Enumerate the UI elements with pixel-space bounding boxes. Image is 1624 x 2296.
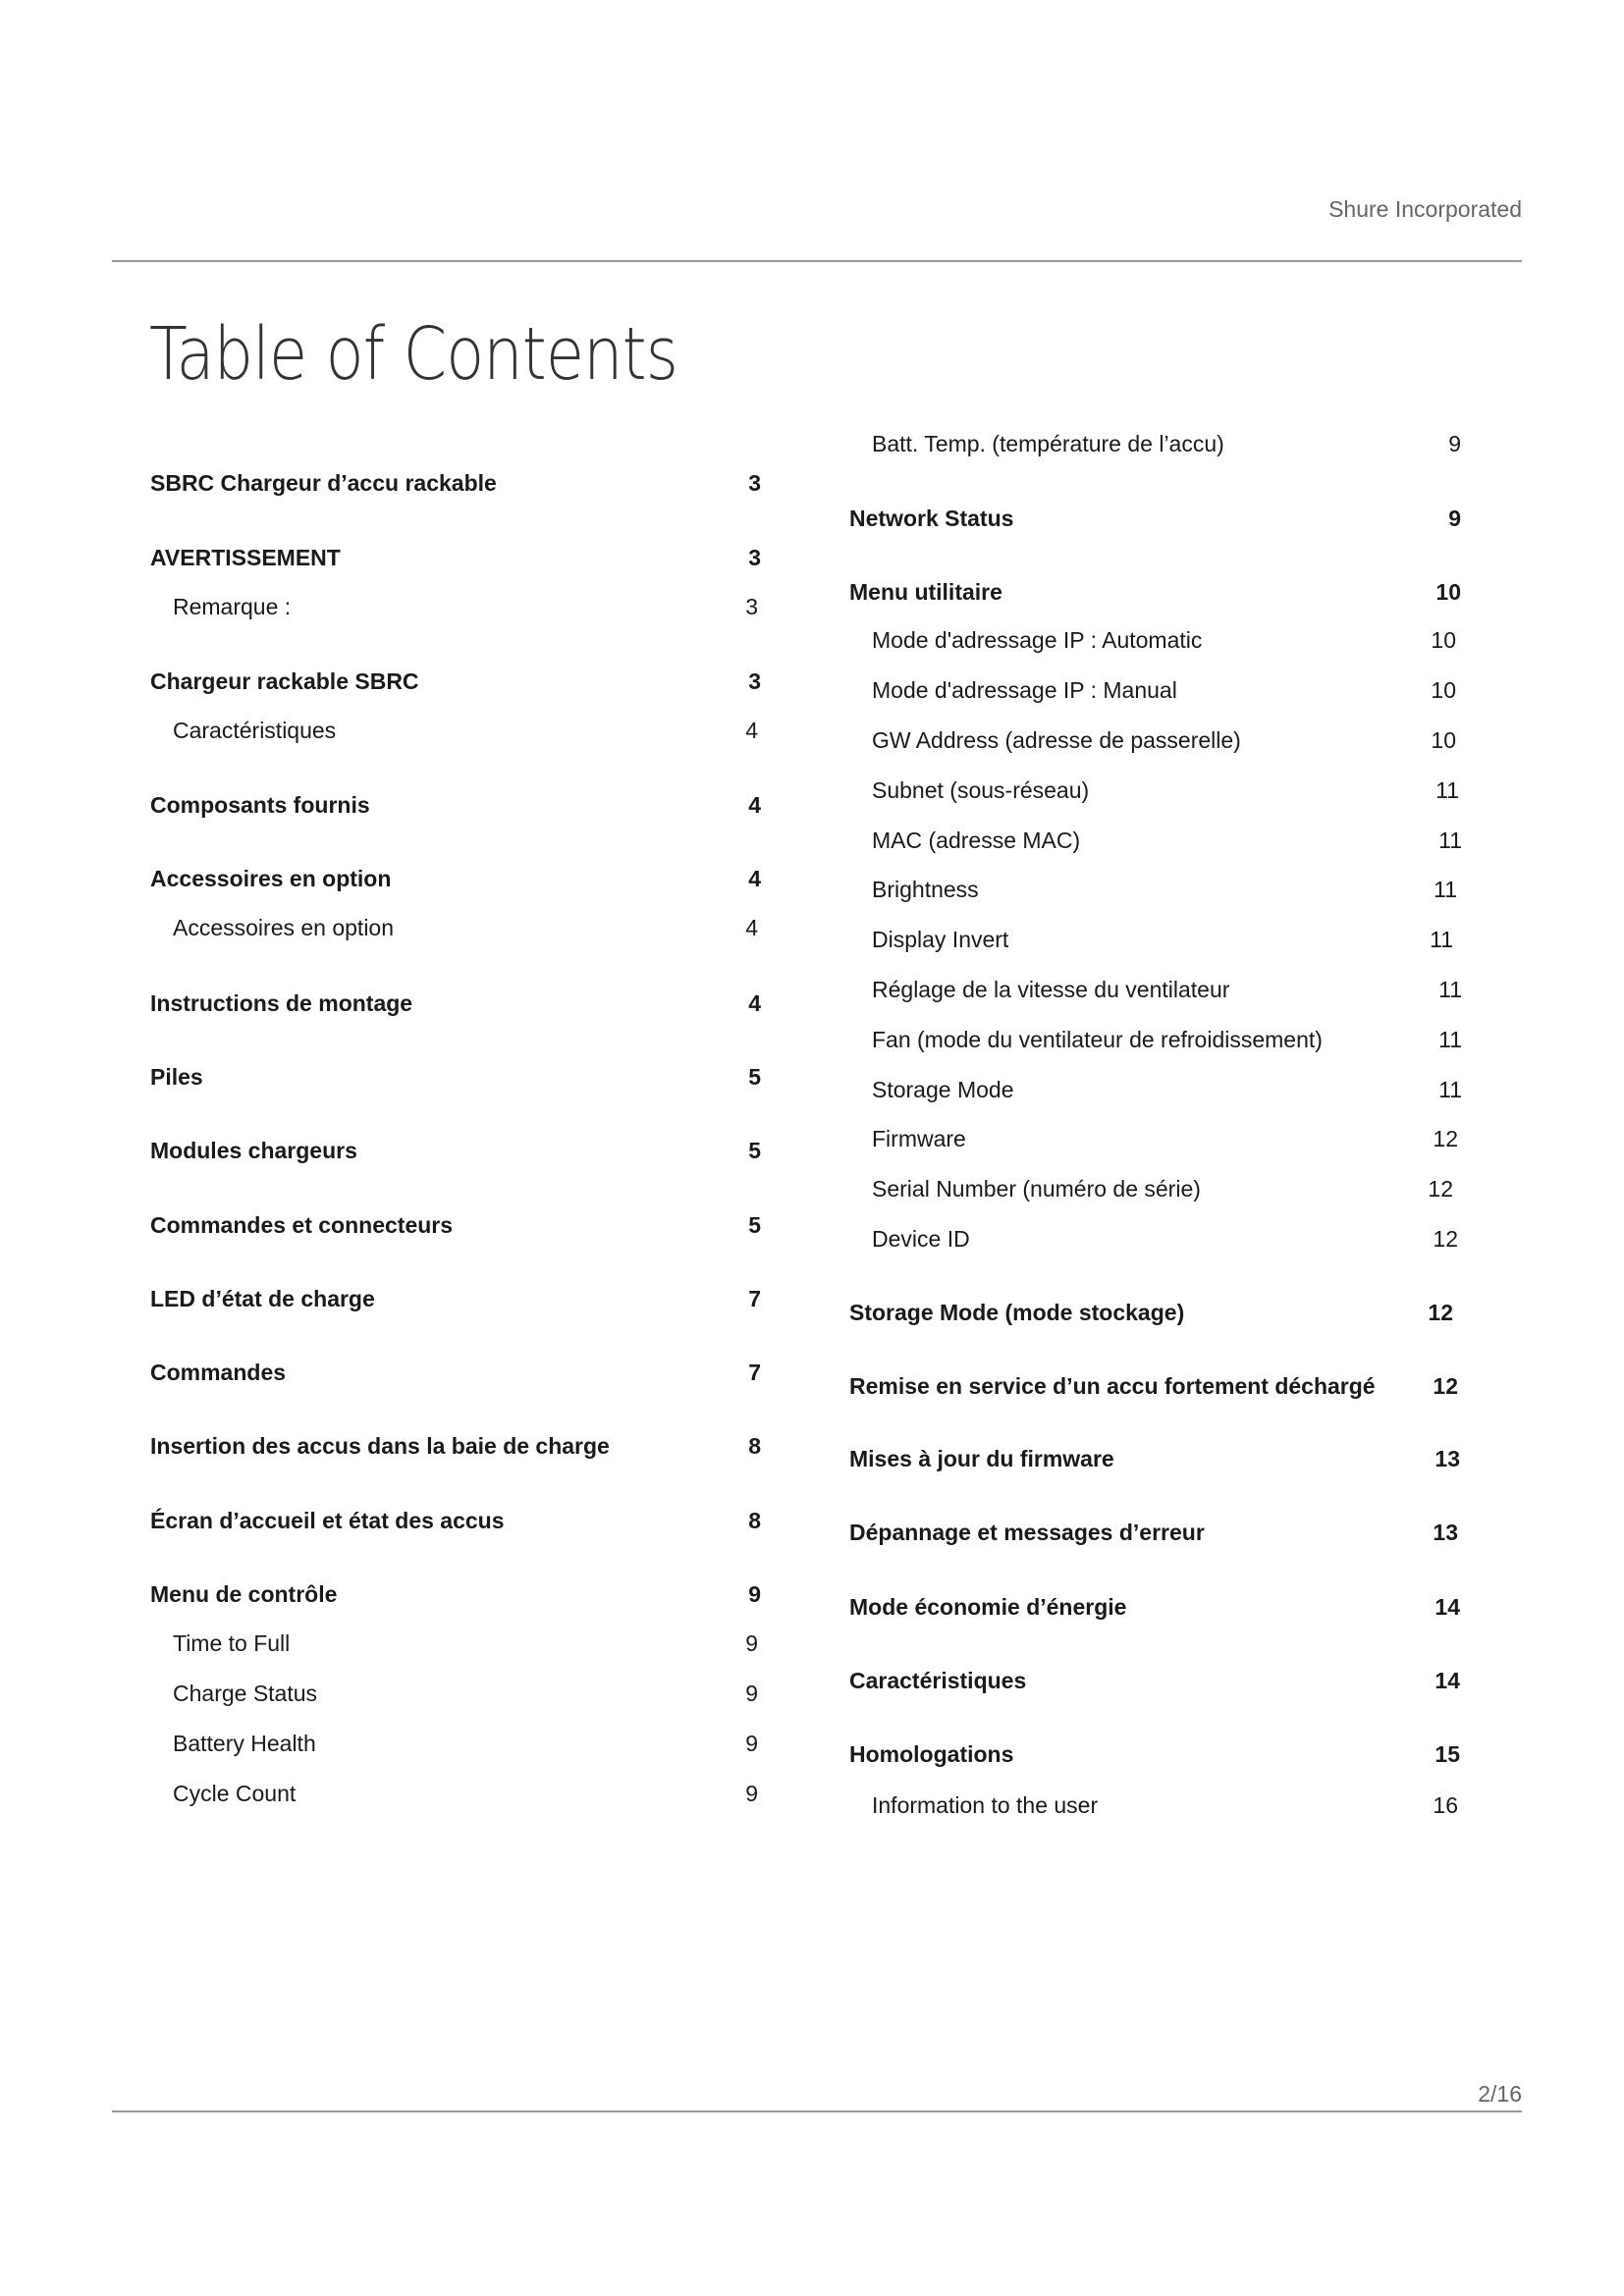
toc-entry-page: 11 [1438,828,1462,853]
toc-entry[interactable] [150,788,761,822]
toc-entry-text: Device ID [872,1226,970,1252]
toc-entry[interactable] [872,427,1461,460]
toc-entry-text: Charge Status [173,1681,318,1706]
toc-entry-page: 14 [1435,1594,1460,1620]
toc-entry[interactable] [173,1627,758,1660]
header-rule [112,260,1522,262]
toc-entry-page: 12 [1433,1373,1458,1399]
toc-entry[interactable] [150,1429,761,1463]
toc-entry-text: Subnet (sous-réseau) [872,777,1090,803]
toc-entry-text: SBRC Chargeur d’accu rackable [150,470,497,496]
toc-entry-text: Accessoires en option [150,866,392,891]
toc-entry-page: 3 [748,470,761,496]
toc-entry-text: Écran d’accueil et état des accus [150,1508,505,1533]
toc-entry[interactable] [150,1282,761,1315]
toc-entry[interactable] [849,1737,1460,1771]
toc-entry[interactable] [150,1208,761,1242]
toc-entry[interactable] [872,1172,1453,1205]
toc-entry-text: Storage Mode [872,1077,1014,1102]
toc-entry-page: 9 [1448,506,1461,531]
toc-entry-text: LED d’état de charge [150,1286,375,1311]
toc-entry-page: 9 [745,1681,758,1706]
toc-entry-page: 9 [745,1630,758,1656]
toc-entry-text: Time to Full [173,1630,291,1656]
toc-entry-text: Fan (mode du ventilateur de refroidissement) [872,1027,1323,1052]
toc-entry-text: MAC (adresse MAC) [872,828,1081,853]
toc-entry[interactable] [872,873,1457,906]
company-name: Shure Incorporated [1328,196,1522,222]
toc-entry[interactable] [150,466,761,500]
toc-entry[interactable] [849,1296,1453,1329]
toc-entry-text: Commandes et connecteurs [150,1212,454,1238]
toc-entry[interactable] [872,973,1462,1006]
toc-entry-text: Firmware [872,1126,966,1151]
toc-entry-text: Brightness [872,877,979,902]
toc-entry-page: 7 [748,1286,761,1311]
toc-entry-text: Menu de contrôle [150,1581,338,1607]
toc-entry-page: 11 [1434,877,1457,902]
toc-entry-text: GW Address (adresse de passerelle) [872,727,1241,753]
toc-entry-text: Réglage de la vitesse du ventilateur [872,977,1230,1002]
toc-entry[interactable] [173,911,758,944]
toc-entry-page: 4 [748,866,761,891]
toc-entry-text: Serial Number (numéro de série) [872,1176,1201,1201]
toc-entry-page: 11 [1435,777,1459,803]
toc-entry[interactable] [173,1727,758,1760]
toc-entry-page: 10 [1431,627,1456,653]
toc-entry[interactable] [173,1777,758,1810]
toc-entry-page: 10 [1431,727,1456,753]
toc-entry[interactable] [173,1677,758,1710]
toc-entry[interactable] [173,714,758,747]
toc-entry[interactable] [872,623,1456,657]
toc-entry[interactable] [872,774,1459,807]
toc-entry-page: 11 [1438,1077,1462,1102]
toc-entry-page: 4 [748,990,761,1016]
toc-entry-page: 3 [748,545,761,570]
toc-entry[interactable] [849,1664,1460,1697]
toc-entry-page: 5 [748,1064,761,1090]
toc-entry[interactable] [150,1134,761,1167]
toc-entry[interactable] [849,1590,1460,1624]
toc-entry-page: 10 [1431,677,1456,703]
toc-entry-text: Remarque : [173,594,292,619]
toc-entry-text: Storage Mode (mode stockage) [849,1300,1185,1325]
toc-entry[interactable] [849,502,1461,535]
toc-entry-page: 12 [1428,1176,1453,1201]
toc-entry[interactable] [849,1516,1458,1549]
toc-entry[interactable] [872,1023,1462,1056]
toc-entry[interactable] [150,1356,761,1389]
toc-entry[interactable] [849,575,1461,609]
toc-entry-text: Batt. Temp. (température de l’accu) [872,431,1224,456]
toc-entry-text: Display Invert [872,927,1009,952]
toc-entry-page: 10 [1435,579,1461,605]
toc-entry-page: 12 [1433,1226,1458,1252]
toc-entry-text: Chargeur rackable SBRC [150,668,419,694]
toc-entry[interactable] [872,824,1462,857]
toc-entry-text: AVERTISSEMENT [150,545,341,570]
toc-entry-text: Homologations [849,1741,1014,1767]
toc-entry-page: 13 [1435,1446,1460,1471]
toc-entry-page: 4 [745,718,758,743]
toc-entry-page: 15 [1435,1741,1460,1767]
toc-entry-text: Menu utilitaire [849,579,1002,605]
page-number: 2/16 [1478,2081,1522,2107]
toc-entry-page: 12 [1428,1300,1453,1325]
toc-entry[interactable] [150,987,761,1020]
toc-entry-page: 5 [748,1138,761,1163]
toc-entry-page: 9 [1448,431,1461,456]
toc-entry-page: 8 [748,1433,761,1459]
toc-entry-page: 11 [1438,977,1462,1002]
footer-rule [112,2110,1522,2112]
toc-entry-page: 8 [748,1508,761,1533]
toc-entry-text: Dépannage et messages d’erreur [849,1520,1205,1545]
toc-entry-page: 13 [1433,1520,1458,1545]
toc-entry-page: 3 [745,594,758,619]
toc-entry[interactable] [150,1577,761,1611]
toc-entry-text: Insertion des accus dans la baie de charge [150,1433,610,1459]
toc-entry-page: 12 [1433,1126,1458,1151]
toc-entry[interactable] [150,665,761,698]
toc-entry[interactable] [150,1504,761,1537]
toc-entry[interactable] [872,923,1453,956]
toc-entry[interactable] [872,1122,1458,1155]
toc-entry-page: 4 [748,792,761,818]
toc-entry-page: 11 [1430,927,1453,952]
toc-entry-page: 5 [748,1212,761,1238]
toc-entry-text: Network Status [849,506,1014,531]
toc-entry[interactable] [150,862,761,895]
toc-entry-text: Caractéristiques [173,718,337,743]
toc-entry-page: 3 [748,668,761,694]
toc-entry-text: Instructions de montage [150,990,413,1016]
page-title: Table of Contents [149,312,678,397]
toc-entry-page: 9 [748,1581,761,1607]
toc-entry-page: 11 [1438,1027,1462,1052]
toc-entry-text: Remise en service d’un accu fortement déchargé [849,1373,1376,1399]
toc-entry[interactable] [173,590,758,623]
toc-entry[interactable] [849,1442,1460,1475]
toc-entry[interactable] [872,723,1456,757]
toc-entry-text: Accessoires en option [173,915,395,940]
toc-entry[interactable] [872,1789,1458,1822]
toc-entry[interactable] [872,1222,1458,1255]
toc-entry-text: Battery Health [173,1731,316,1756]
toc-entry-page: 7 [748,1360,761,1385]
toc-entry-text: Mode économie d’énergie [849,1594,1127,1620]
toc-entry[interactable] [872,1073,1462,1106]
toc-entry[interactable] [150,1060,761,1094]
toc-entry-text: Commandes [150,1360,287,1385]
toc-entry-text: Mode d'adressage IP : Automatic [872,627,1203,653]
toc-entry-page: 9 [745,1731,758,1756]
toc-entry-page: 9 [745,1781,758,1806]
toc-entry-text: Composants fournis [150,792,370,818]
toc-entry[interactable] [872,673,1456,707]
toc-entry-text: Mises à jour du firmware [849,1446,1114,1471]
toc-entry-text: Piles [150,1064,203,1090]
toc-entry-text: Mode d'adressage IP : Manual [872,677,1177,703]
toc-entry-text: Cycle Count [173,1781,297,1806]
toc-entry-text: Caractéristiques [849,1668,1027,1693]
toc-entry[interactable] [849,1369,1458,1403]
toc-entry-text: Modules chargeurs [150,1138,357,1163]
toc-entry-page: 4 [745,915,758,940]
toc-entry-text: Information to the user [872,1792,1099,1818]
toc-entry-page: 14 [1435,1668,1460,1693]
toc-entry-page: 16 [1433,1792,1458,1818]
toc-entry[interactable] [150,541,761,574]
